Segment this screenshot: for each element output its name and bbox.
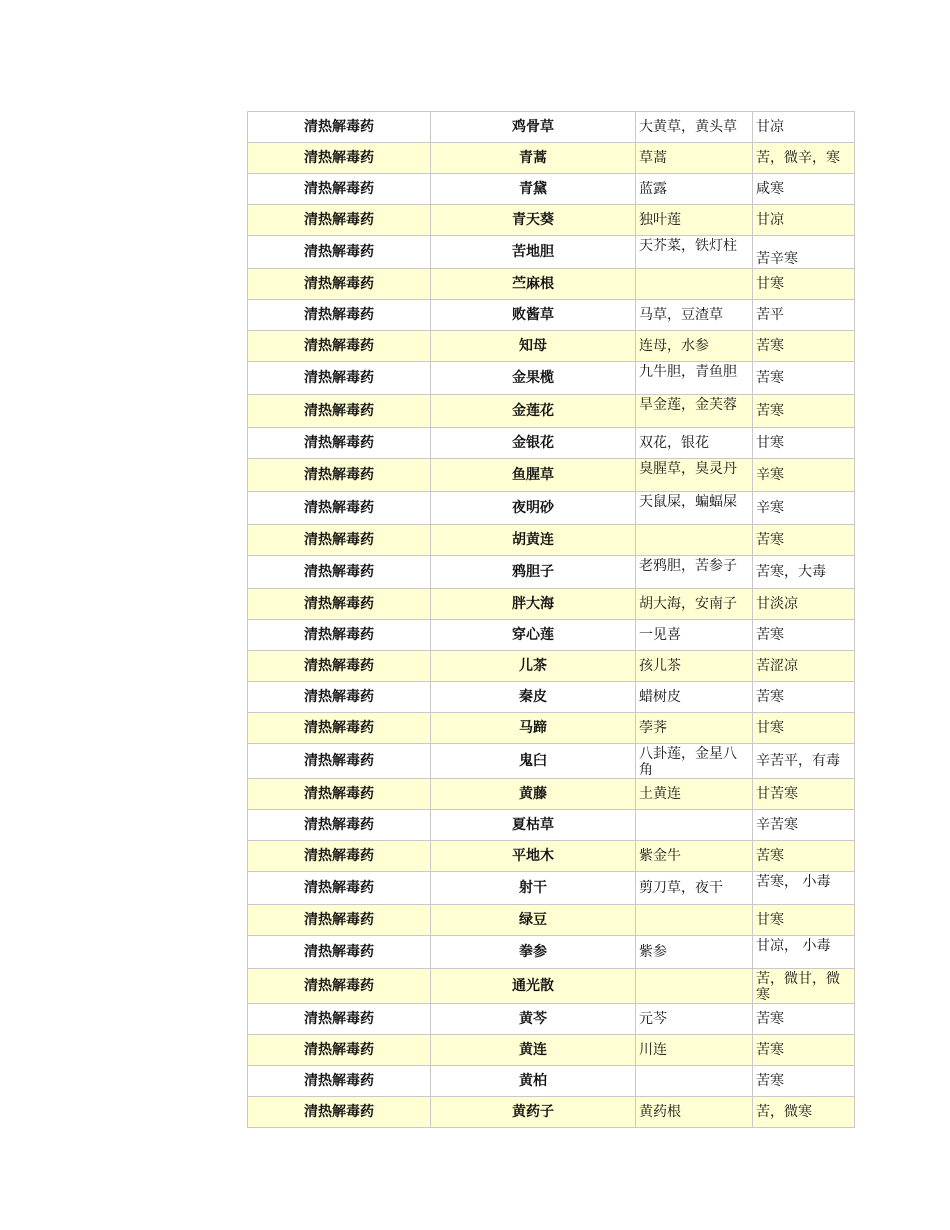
nature-cell: 辛寒 <box>753 459 855 492</box>
herb-name-cell: 青黛 <box>431 174 636 205</box>
table-row <box>248 331 855 362</box>
herb-name-cell: 金银花 <box>431 428 636 459</box>
herb-name-cell: 鬼臼 <box>431 744 636 779</box>
table-row <box>248 556 855 589</box>
alias-cell: 川连 <box>636 1035 753 1066</box>
table-row <box>248 1035 855 1066</box>
category-cell: 清热解毒药 <box>248 362 431 395</box>
nature-cell: 甘寒 <box>753 428 855 459</box>
table-row <box>248 936 855 969</box>
alias-cell: 八卦莲，金星八角 <box>636 744 753 779</box>
nature-cell: 苦寒 <box>753 1035 855 1066</box>
nature-cell: 甘寒 <box>753 905 855 936</box>
table-row <box>248 236 855 269</box>
herb-name-cell: 青蒿 <box>431 143 636 174</box>
category-cell: 清热解毒药 <box>248 112 431 143</box>
herb-name-cell: 鸡骨草 <box>431 112 636 143</box>
category-cell: 清热解毒药 <box>248 331 431 362</box>
table-row <box>248 905 855 936</box>
alias-cell: 蜡树皮 <box>636 682 753 713</box>
category-cell: 清热解毒药 <box>248 1035 431 1066</box>
table-row <box>248 428 855 459</box>
nature-cell: 辛苦平，有毒 <box>753 744 855 779</box>
nature-cell: 甘淡凉 <box>753 589 855 620</box>
table-row <box>248 1066 855 1097</box>
herb-name-cell: 绿豆 <box>431 905 636 936</box>
category-cell: 清热解毒药 <box>248 744 431 779</box>
nature-cell: 苦，微寒 <box>753 1097 855 1128</box>
alias-cell: 一见喜 <box>636 620 753 651</box>
table-row <box>248 205 855 236</box>
herb-name-cell: 穿心莲 <box>431 620 636 651</box>
table-row <box>248 620 855 651</box>
herb-name-cell: 黄连 <box>431 1035 636 1066</box>
table-row <box>248 651 855 682</box>
herb-name-cell: 败酱草 <box>431 300 636 331</box>
nature-cell: 咸寒 <box>753 174 855 205</box>
category-cell: 清热解毒药 <box>248 651 431 682</box>
category-cell: 清热解毒药 <box>248 682 431 713</box>
herb-name-cell: 黄药子 <box>431 1097 636 1128</box>
category-cell: 清热解毒药 <box>248 1066 431 1097</box>
alias-cell: 马草，豆渣草 <box>636 300 753 331</box>
herb-name-cell: 鸦胆子 <box>431 556 636 589</box>
nature-cell: 苦寒 <box>753 525 855 556</box>
table-row <box>248 492 855 525</box>
nature-cell: 苦寒 <box>753 362 855 395</box>
nature-cell: 苦寒 <box>753 1066 855 1097</box>
category-cell: 清热解毒药 <box>248 428 431 459</box>
table-row <box>248 395 855 428</box>
category-cell: 清热解毒药 <box>248 872 431 905</box>
alias-cell: 双花，银花 <box>636 428 753 459</box>
alias-cell: 大黄草，黄头草 <box>636 112 753 143</box>
category-cell: 清热解毒药 <box>248 556 431 589</box>
table-row <box>248 779 855 810</box>
alias-cell: 剪刀草，夜干 <box>636 872 753 905</box>
herb-name-cell: 黄藤 <box>431 779 636 810</box>
alias-cell: 紫参 <box>636 936 753 969</box>
nature-cell: 苦寒 <box>753 841 855 872</box>
category-cell: 清热解毒药 <box>248 269 431 300</box>
nature-cell: 苦寒 <box>753 331 855 362</box>
category-cell: 清热解毒药 <box>248 905 431 936</box>
alias-cell: 紫金牛 <box>636 841 753 872</box>
nature-cell: 苦寒 <box>753 395 855 428</box>
herb-name-cell: 苎麻根 <box>431 269 636 300</box>
nature-cell: 苦辛寒 <box>753 236 855 269</box>
alias-cell: 蓝露 <box>636 174 753 205</box>
herb-name-cell: 夏枯草 <box>431 810 636 841</box>
alias-cell: 独叶莲 <box>636 205 753 236</box>
alias-cell: 九牛胆，青鱼胆 <box>636 362 753 395</box>
herb-name-cell: 通光散 <box>431 969 636 1004</box>
nature-cell: 苦，微辛，寒 <box>753 143 855 174</box>
alias-cell <box>636 525 753 556</box>
category-cell: 清热解毒药 <box>248 395 431 428</box>
nature-cell: 苦寒，大毒 <box>753 556 855 589</box>
herb-name-cell: 胖大海 <box>431 589 636 620</box>
table-row <box>248 589 855 620</box>
category-cell: 清热解毒药 <box>248 589 431 620</box>
category-cell: 清热解毒药 <box>248 174 431 205</box>
nature-cell: 辛苦寒 <box>753 810 855 841</box>
herb-name-cell: 夜明砂 <box>431 492 636 525</box>
table-row <box>248 300 855 331</box>
alias-cell <box>636 810 753 841</box>
herb-name-cell: 鱼腥草 <box>431 459 636 492</box>
alias-cell: 胡大海，安南子 <box>636 589 753 620</box>
table-row <box>248 744 855 779</box>
nature-cell: 苦寒 <box>753 682 855 713</box>
category-cell: 清热解毒药 <box>248 525 431 556</box>
alias-cell <box>636 969 753 1004</box>
herb-name-cell: 青天葵 <box>431 205 636 236</box>
herb-name-cell: 金莲花 <box>431 395 636 428</box>
category-cell: 清热解毒药 <box>248 810 431 841</box>
herb-table <box>247 111 855 1128</box>
alias-cell: 老鸦胆，苦参子 <box>636 556 753 589</box>
nature-cell: 甘凉， 小毒 <box>753 936 855 969</box>
herb-name-cell: 金果榄 <box>431 362 636 395</box>
category-cell: 清热解毒药 <box>248 969 431 1004</box>
nature-cell: 苦寒 <box>753 1004 855 1035</box>
category-cell: 清热解毒药 <box>248 841 431 872</box>
herb-table-body <box>248 112 855 1128</box>
herb-name-cell: 秦皮 <box>431 682 636 713</box>
herb-name-cell: 胡黄连 <box>431 525 636 556</box>
nature-cell: 甘苦寒 <box>753 779 855 810</box>
herb-name-cell: 知母 <box>431 331 636 362</box>
alias-cell <box>636 1066 753 1097</box>
category-cell: 清热解毒药 <box>248 620 431 651</box>
category-cell: 清热解毒药 <box>248 1097 431 1128</box>
nature-cell: 苦平 <box>753 300 855 331</box>
table-row <box>248 1004 855 1035</box>
nature-cell: 苦，微甘，微寒 <box>753 969 855 1004</box>
alias-cell <box>636 905 753 936</box>
nature-cell: 辛寒 <box>753 492 855 525</box>
table-row <box>248 525 855 556</box>
herb-name-cell: 儿茶 <box>431 651 636 682</box>
table-row <box>248 362 855 395</box>
nature-cell: 甘寒 <box>753 269 855 300</box>
category-cell: 清热解毒药 <box>248 936 431 969</box>
table-row <box>248 269 855 300</box>
category-cell: 清热解毒药 <box>248 236 431 269</box>
alias-cell <box>636 269 753 300</box>
nature-cell: 甘寒 <box>753 713 855 744</box>
nature-cell: 苦寒， 小毒 <box>753 872 855 905</box>
herb-name-cell: 黄柏 <box>431 1066 636 1097</box>
alias-cell: 臭腥草，臭灵丹 <box>636 459 753 492</box>
category-cell: 清热解毒药 <box>248 779 431 810</box>
table-row <box>248 459 855 492</box>
alias-cell: 天鼠屎，蝙蝠屎 <box>636 492 753 525</box>
alias-cell: 孩儿茶 <box>636 651 753 682</box>
herb-name-cell: 射干 <box>431 872 636 905</box>
table-row <box>248 143 855 174</box>
table-row <box>248 810 855 841</box>
herb-name-cell: 马蹄 <box>431 713 636 744</box>
table-row <box>248 112 855 143</box>
category-cell: 清热解毒药 <box>248 143 431 174</box>
alias-cell: 天芥菜，铁灯柱 <box>636 236 753 269</box>
table-row <box>248 174 855 205</box>
alias-cell: 土黄连 <box>636 779 753 810</box>
nature-cell: 苦寒 <box>753 620 855 651</box>
herb-sheet <box>247 111 854 1128</box>
category-cell: 清热解毒药 <box>248 492 431 525</box>
nature-cell: 苦涩凉 <box>753 651 855 682</box>
nature-cell: 甘凉 <box>753 112 855 143</box>
alias-cell: 旱金莲，金芙蓉 <box>636 395 753 428</box>
category-cell: 清热解毒药 <box>248 205 431 236</box>
table-row <box>248 969 855 1004</box>
herb-name-cell: 平地木 <box>431 841 636 872</box>
table-row <box>248 1097 855 1128</box>
herb-name-cell: 苦地胆 <box>431 236 636 269</box>
table-row <box>248 682 855 713</box>
category-cell: 清热解毒药 <box>248 459 431 492</box>
nature-cell: 甘凉 <box>753 205 855 236</box>
table-row <box>248 872 855 905</box>
table-row <box>248 841 855 872</box>
category-cell: 清热解毒药 <box>248 300 431 331</box>
category-cell: 清热解毒药 <box>248 1004 431 1035</box>
herb-name-cell: 拳参 <box>431 936 636 969</box>
alias-cell: 连母，水参 <box>636 331 753 362</box>
category-cell: 清热解毒药 <box>248 713 431 744</box>
alias-cell: 元芩 <box>636 1004 753 1035</box>
alias-cell: 荸荠 <box>636 713 753 744</box>
alias-cell: 黄药根 <box>636 1097 753 1128</box>
alias-cell: 草蒿 <box>636 143 753 174</box>
table-row <box>248 713 855 744</box>
herb-name-cell: 黄芩 <box>431 1004 636 1035</box>
